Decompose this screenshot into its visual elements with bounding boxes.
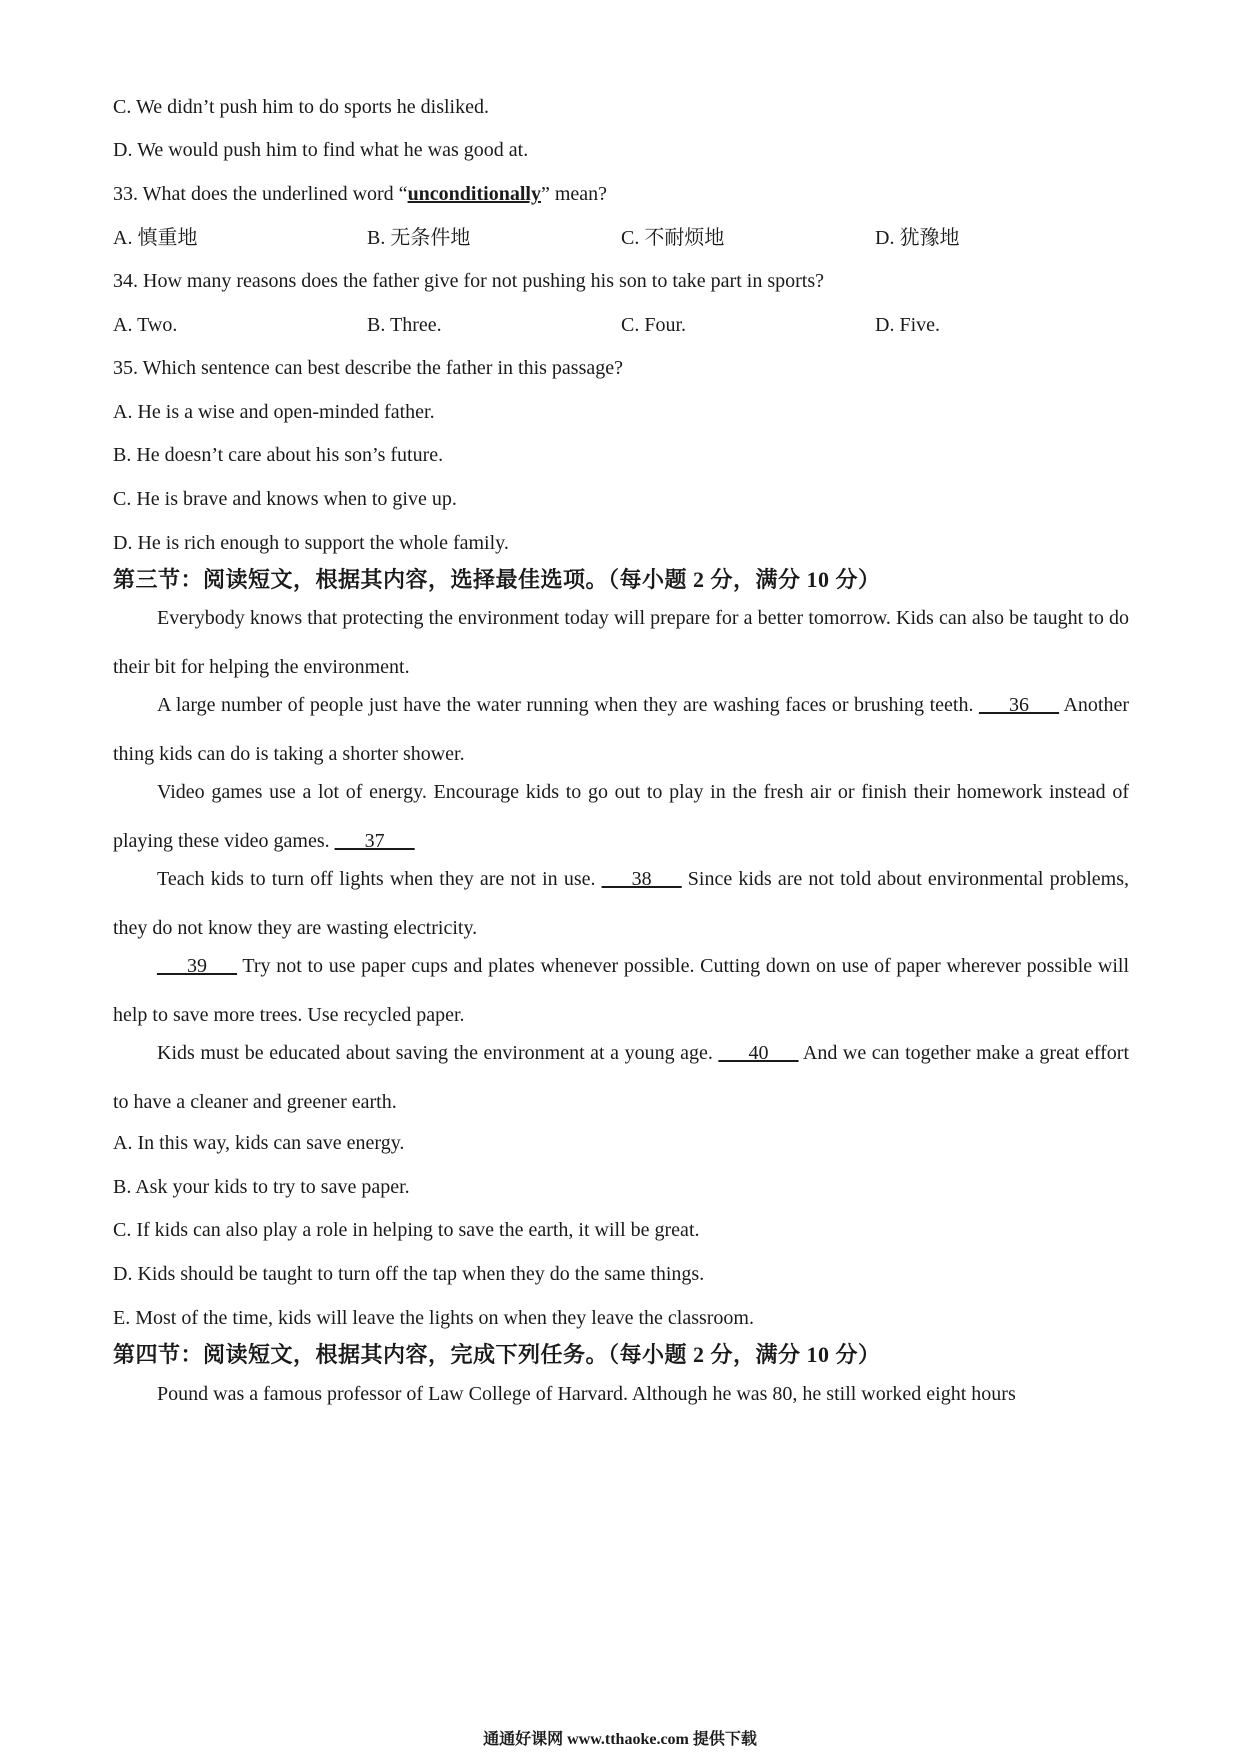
blank-38: ___38___ [601, 868, 682, 890]
q32-option-c: C. We didn’t push him to do sports he disliked. [113, 96, 489, 118]
q33-options [113, 224, 1129, 252]
paragraph-6-text-before: Kids must be educated about saving the environment at a young age. [157, 1042, 719, 1064]
underlined-word: unconditionally [407, 183, 541, 205]
blank-39: ___39___ [157, 955, 237, 977]
section3-option-d: D. Kids should be taught to turn off the tap when they do the same things. [113, 1263, 705, 1285]
q33-option-b: B. 无条件地 [367, 227, 471, 249]
section4-heading: 第四节：阅读短文，根据其内容，完成下列任务。（每小题 2 分，满分 10 分） [113, 1342, 881, 1367]
section3-heading: 第三节：阅读短文，根据其内容，选择最佳选项。（每小题 2 分，满分 10 分） [113, 567, 881, 592]
blank-40: ___40___ [718, 1042, 799, 1064]
q33-stem-after: ” mean? [540, 183, 608, 205]
paragraph-2-text-after: Another thing kids can do is taking a shorter shower. [113, 694, 1129, 765]
q35-option-a: A. He is a wise and open-minded father. [113, 401, 435, 423]
q34-option-d: D. Five. [875, 314, 940, 336]
section3-paragraph-5 [113, 942, 1129, 1040]
q35-option-c: C. He is brave and knows when to give up. [113, 488, 457, 510]
section3-option-a: A. In this way, kids can save energy. [113, 1132, 405, 1154]
section3-paragraph-6 [113, 1029, 1129, 1127]
section3-paragraph-3 [113, 768, 1129, 866]
q34-options [113, 311, 1129, 339]
q32-option-d: D. We would push him to find what he was good at. [113, 139, 529, 161]
paragraph-3-text: Video games use a lot of energy. Encourage kids to go out to play in the fresh air or finish their homework instead of playing these video games. [113, 781, 1129, 852]
q35-stem: 35. Which sentence can best describe the father in this passage? [113, 357, 623, 379]
q33-option-d: D. 犹豫地 [875, 227, 960, 249]
q33-option-c: C. 不耐烦地 [621, 227, 725, 249]
section3-paragraph-1: Everybody knows that protecting the environment today will prepare for a better tomorrow. Kids can also be taught to do their bit for helping the environment. [113, 607, 1129, 678]
q33-stem [113, 180, 607, 208]
section3-paragraph-4 [113, 855, 1129, 953]
paragraph-2-text-before: A large number of people just have the water running when they are washing faces or brushing teeth. [157, 694, 980, 716]
section3-paragraph-2 [113, 681, 1129, 779]
section3-option-b: B. Ask your kids to try to save paper. [113, 1176, 410, 1198]
q33-stem-before: 33. What does the underlined word “ [113, 183, 408, 205]
paragraph-4-text-before: Teach kids to turn off lights when they are not in use. [157, 868, 602, 890]
paragraph-6-text-after: And we can together make a great effort to have a cleaner and greener earth. [113, 1042, 1129, 1113]
section4-paragraph-1: Pound was a famous professor of Law College of Harvard. Although he was 80, he still worked eight hours [157, 1383, 1016, 1405]
paragraph-4-text-after: Since kids are not told about environmental problems, they do not know they are wasting electricity. [113, 868, 1129, 939]
q35-option-b: B. He doesn’t care about his son’s future. [113, 444, 444, 466]
page-footer: 通通好课网 www.tthaoke.com 提供下载 [483, 1731, 757, 1748]
blank-36: ___36___ [979, 694, 1060, 716]
q33-option-a: A. 慎重地 [113, 227, 198, 249]
paragraph-5-text: Try not to use paper cups and plates whenever possible. Cutting down on use of paper wherever possible will help to save more trees. Use recycled paper. [113, 955, 1129, 1026]
section3-option-e: E. Most of the time, kids will leave the lights on when they leave the classroom. [113, 1307, 754, 1329]
q34-stem: 34. How many reasons does the father give for not pushing his son to take part in sports? [113, 270, 824, 292]
blank-37: ___37___ [334, 830, 415, 852]
q34-option-c: C. Four. [621, 314, 687, 336]
q34-option-b: B. Three. [367, 314, 442, 336]
q34-option-a: A. Two. [113, 314, 178, 336]
section3-option-c: C. If kids can also play a role in helping to save the earth, it will be great. [113, 1219, 700, 1241]
q35-option-d: D. He is rich enough to support the whole family. [113, 532, 509, 554]
